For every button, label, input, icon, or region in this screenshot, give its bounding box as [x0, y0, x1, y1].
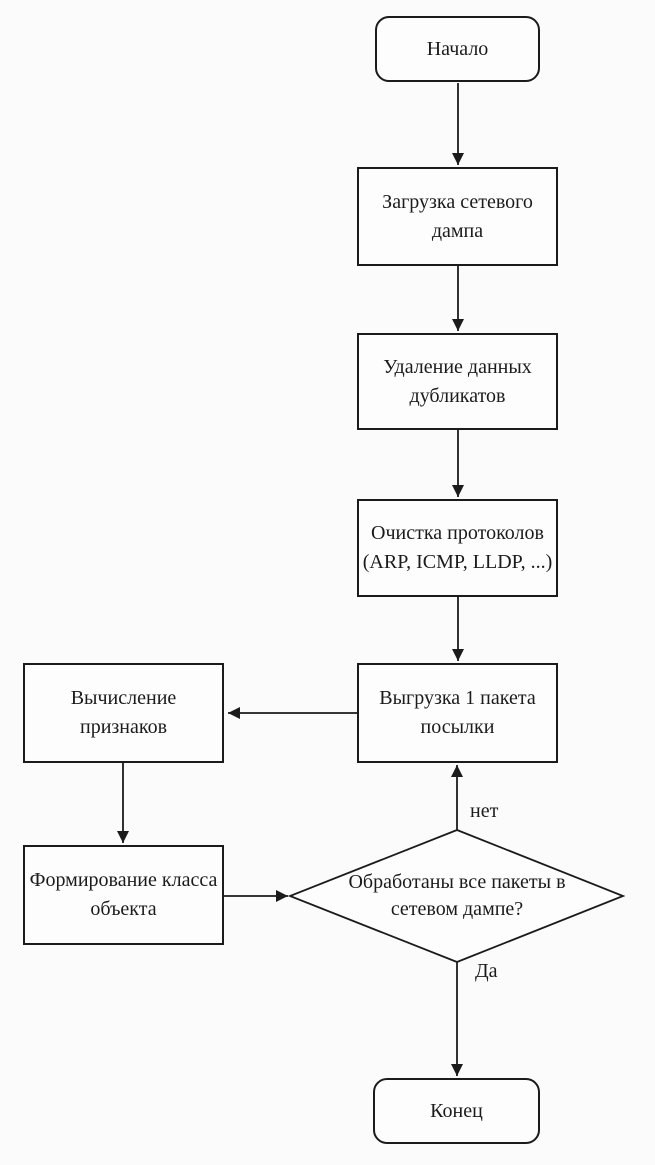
node-label: признаков	[79, 716, 168, 738]
node-load-dump	[357, 167, 558, 266]
node-compute-features	[23, 663, 224, 763]
node-label: Обработаны все пакеты в	[348, 871, 566, 893]
node-label: дубликатов	[409, 384, 506, 407]
node-label: (ARP, ICMP, LLDP, ...)	[362, 551, 553, 573]
node-label: Загрузка сетевого	[382, 190, 533, 213]
node-label: объекта	[90, 898, 157, 920]
node-label: Конец	[430, 1099, 483, 1122]
edge-label-yes: Да	[475, 960, 498, 982]
node-label: Формирование класса	[29, 869, 218, 891]
node-label: Вычисление	[70, 687, 177, 709]
node-label: сетевом дампе?	[390, 898, 524, 920]
edge-label-no: нет	[470, 800, 499, 822]
node-form-class	[23, 845, 224, 945]
node-extract-packet	[357, 663, 558, 763]
node-label: Очистка протоколов	[371, 522, 544, 544]
node-label: Выгрузка 1 пакета	[379, 687, 536, 709]
node-decision	[307, 858, 607, 934]
node-label: посылки	[420, 716, 495, 738]
node-label: дампа	[431, 219, 484, 242]
node-label: Начало	[426, 37, 489, 60]
node-start	[375, 16, 540, 82]
node-label: Удаление данных	[383, 355, 532, 378]
node-end	[373, 1078, 540, 1144]
node-clean-protocols	[357, 499, 558, 597]
node-remove-duplicates	[357, 333, 558, 430]
